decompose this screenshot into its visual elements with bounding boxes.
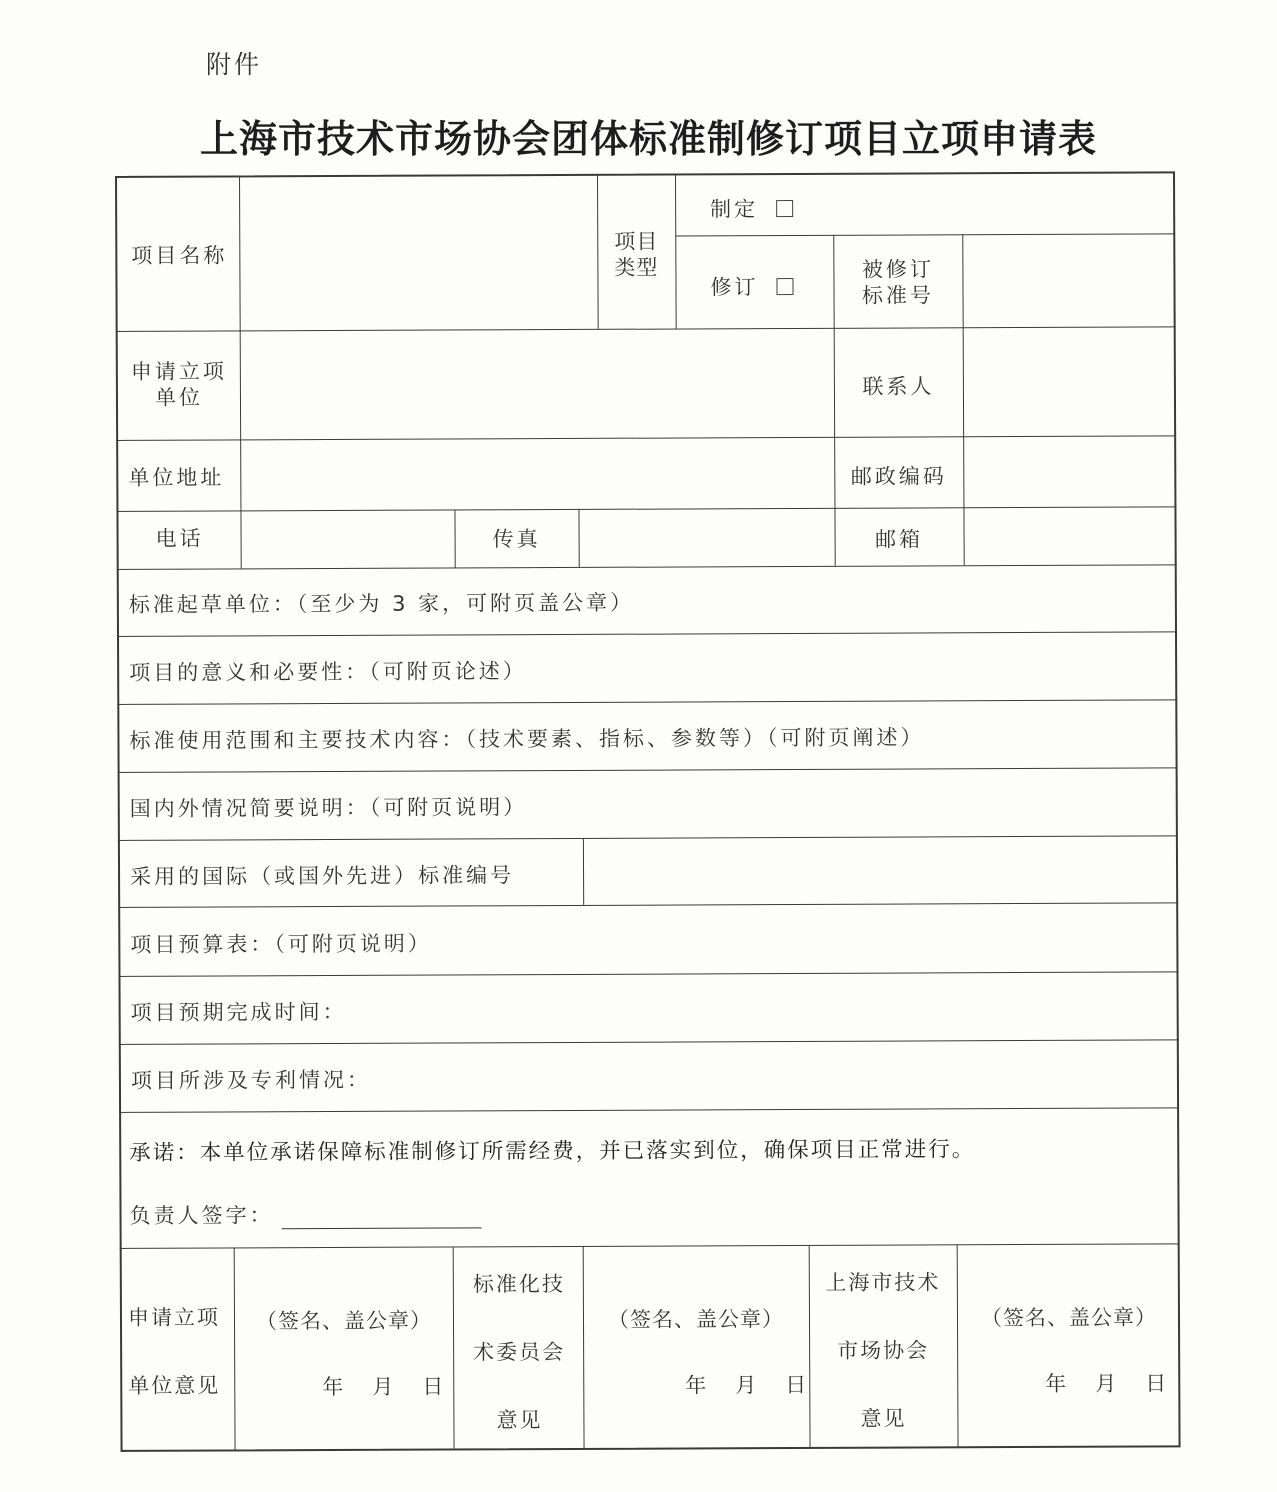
type-revise-option[interactable] <box>710 271 793 301</box>
type-revise-checkbox[interactable] <box>776 278 793 295</box>
committee-date: 年 月 日 <box>685 1372 811 1398</box>
commitment-text: 承诺：本单位承诺保障标准制修订所需经费，并已落实到位，确保项目正常进行。 <box>129 1137 976 1166</box>
association-opinion-label: 上海市技术 市场协会 意见 <box>825 1270 941 1431</box>
form-title: 上海市技术市场协会团体标准制修订项目立项申请表 <box>199 117 1097 161</box>
applicant-unit-label: 申请立项 单位 <box>130 359 227 410</box>
fax-label: 传真 <box>492 527 541 552</box>
type-new-option[interactable] <box>710 193 793 223</box>
project-type-label: 项目 类型 <box>614 229 659 280</box>
phone-label: 电话 <box>155 526 204 551</box>
applicant-opinion-label: 申请立项 单位意见 <box>127 1305 221 1398</box>
patent-label: 项目所涉及专利情况： <box>130 1067 371 1093</box>
email-label: 邮箱 <box>875 527 924 552</box>
signature-label: 负责人签字： <box>129 1203 274 1228</box>
domestic-foreign-label: 国内外情况简要说明：（可附页说明） <box>129 795 528 821</box>
budget-label: 项目预算表：（可附页说明） <box>130 931 432 957</box>
type-new-checkbox[interactable] <box>776 200 793 217</box>
drafting-units-label: 标准起草单位：（至少为 3 家，可附页盖公章） <box>128 590 635 617</box>
type-revise-label: 修订 <box>710 275 759 300</box>
association-date: 年 月 日 <box>1045 1371 1171 1396</box>
project-name-label: 项目名称 <box>131 243 228 268</box>
postcode-label: 邮政编码 <box>850 464 947 489</box>
applicant-sign-seal: （签名、盖公章） <box>255 1308 433 1334</box>
application-form <box>105 171 1186 1454</box>
contact-label: 联系人 <box>862 374 935 399</box>
signature-row <box>129 1198 481 1230</box>
committee-opinion-label: 标准化技 术委员会 意见 <box>472 1272 566 1433</box>
revised-std-no-label: 被修订 标准号 <box>861 257 935 308</box>
significance-label: 项目的意义和必要性：（可附页论述） <box>129 659 527 685</box>
type-new-label: 制定 <box>710 197 759 222</box>
attachment-label: 附件 <box>206 50 263 79</box>
address-label: 单位地址 <box>128 465 225 490</box>
committee-sign-seal: （签名、盖公章） <box>607 1307 785 1332</box>
applicant-date: 年 月 日 <box>322 1374 448 1400</box>
signature-line[interactable] <box>282 1207 482 1229</box>
scope-label: 标准使用范围和主要技术内容：（技术要素、指标、参数等）（可附页阐述） <box>129 725 925 753</box>
completion-time-label: 项目预期完成时间： <box>130 999 347 1025</box>
intl-std-no-label: 采用的国际（或国外先进）标准编号 <box>130 863 515 889</box>
association-sign-seal: （签名、盖公章） <box>980 1305 1158 1331</box>
